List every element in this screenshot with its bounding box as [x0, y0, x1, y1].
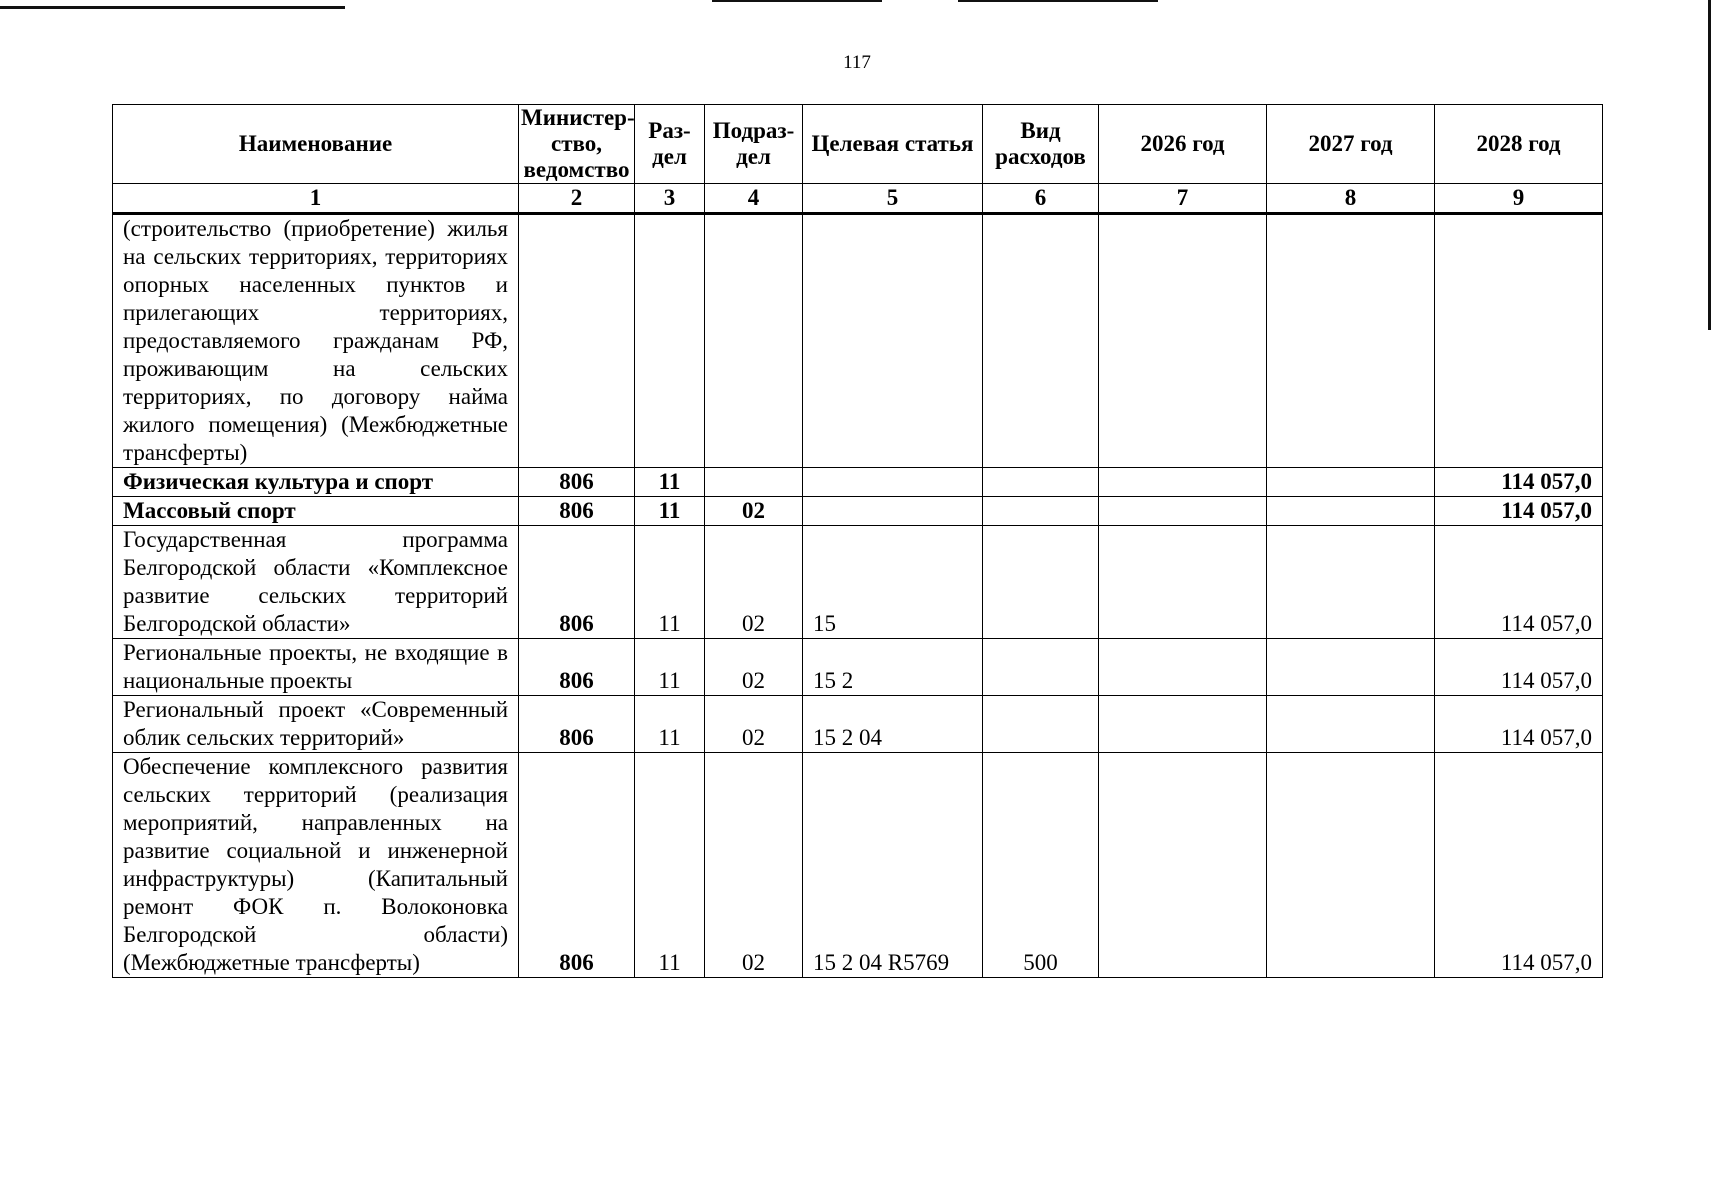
row-2027 — [1267, 214, 1435, 468]
scan-edge-line-mid — [712, 0, 882, 2]
column-number: 6 — [983, 184, 1099, 214]
row-subsection: 02 — [705, 753, 803, 978]
row-target — [803, 214, 983, 468]
column-number: 3 — [635, 184, 705, 214]
header-target: Целевая статья — [803, 105, 983, 184]
row-2027 — [1267, 696, 1435, 753]
row-section: 11 — [635, 526, 705, 639]
budget-table — [112, 104, 1603, 978]
table-row — [113, 468, 1603, 497]
scan-edge-line-right — [958, 0, 1158, 2]
row-subsection: 02 — [705, 526, 803, 639]
row-2028 — [1435, 214, 1603, 468]
row-expense-type — [983, 497, 1099, 526]
row-expense-type — [983, 214, 1099, 468]
row-expense-type — [983, 526, 1099, 639]
row-2026 — [1099, 497, 1267, 526]
row-name: Физическая культура и спорт — [113, 468, 519, 497]
row-section: 11 — [635, 497, 705, 526]
header-ministry: Министер-ство, ведомство — [519, 105, 635, 184]
row-target: 15 — [803, 526, 983, 639]
row-2028: 114 057,0 — [1435, 468, 1603, 497]
row-name: Массовый спорт — [113, 497, 519, 526]
row-ministry: 806 — [519, 497, 635, 526]
column-number: 5 — [803, 184, 983, 214]
row-expense-type: 500 — [983, 753, 1099, 978]
page-number: 117 — [843, 52, 871, 73]
column-number: 8 — [1267, 184, 1435, 214]
row-2027 — [1267, 639, 1435, 696]
row-ministry: 806 — [519, 696, 635, 753]
table-row — [113, 526, 1603, 639]
scan-edge-line-side — [1708, 0, 1711, 330]
row-ministry — [519, 214, 635, 468]
row-2026 — [1099, 468, 1267, 497]
row-section: 11 — [635, 696, 705, 753]
row-subsection: 02 — [705, 497, 803, 526]
row-name: Государственная программа Белгородской области «Комплексное развитие сельских территорий Белгородской области» — [113, 526, 519, 639]
row-subsection — [705, 468, 803, 497]
row-2027 — [1267, 497, 1435, 526]
row-2026 — [1099, 214, 1267, 468]
header-2026: 2026 год — [1099, 105, 1267, 184]
row-expense-type — [983, 468, 1099, 497]
row-2027 — [1267, 468, 1435, 497]
row-ministry: 806 — [519, 639, 635, 696]
row-target: 15 2 — [803, 639, 983, 696]
row-subsection: 02 — [705, 639, 803, 696]
column-number: 4 — [705, 184, 803, 214]
row-2028: 114 057,0 — [1435, 497, 1603, 526]
row-2028: 114 057,0 — [1435, 753, 1603, 978]
column-number: 7 — [1099, 184, 1267, 214]
row-ministry: 806 — [519, 468, 635, 497]
row-2026 — [1099, 639, 1267, 696]
header-expense-type: Вид расходов — [983, 105, 1099, 184]
row-name: (строительство (приобретение) жилья на сельских территориях, территориях опорных населенных пунктов и прилегающих территориях, предоставляемого гражданам РФ, проживающим на сельских территориях, по договору найма жилого помещения) (Межбюджетные трансферты) — [113, 214, 519, 468]
header-section: Раз-дел — [635, 105, 705, 184]
header-row — [113, 105, 1603, 184]
row-subsection — [705, 214, 803, 468]
header-2028: 2028 год — [1435, 105, 1603, 184]
table-row — [113, 497, 1603, 526]
column-number-row — [113, 184, 1603, 214]
row-section: 11 — [635, 468, 705, 497]
header-2027: 2027 год — [1267, 105, 1435, 184]
row-name: Обеспечение комплексного развития сельских территорий (реализация мероприятий, направленных на развитие социальной и инженерной инфраструктуры) (Капитальный ремонт ФОК п. Волоконовка Белгородской области) (Межбюджетные трансферты) — [113, 753, 519, 978]
table-row — [113, 753, 1603, 978]
column-number: 9 — [1435, 184, 1603, 214]
row-target — [803, 468, 983, 497]
row-subsection: 02 — [705, 696, 803, 753]
header-subsection: Подраз-дел — [705, 105, 803, 184]
row-2028: 114 057,0 — [1435, 696, 1603, 753]
row-section — [635, 214, 705, 468]
header-name: Наименование — [113, 105, 519, 184]
row-2026 — [1099, 753, 1267, 978]
row-2028: 114 057,0 — [1435, 639, 1603, 696]
row-ministry: 806 — [519, 526, 635, 639]
column-number: 2 — [519, 184, 635, 214]
row-name: Региональный проект «Современный облик сельских территорий» — [113, 696, 519, 753]
row-2027 — [1267, 526, 1435, 639]
scan-edge-line-left — [0, 6, 345, 9]
row-2028: 114 057,0 — [1435, 526, 1603, 639]
row-2026 — [1099, 526, 1267, 639]
table-row — [113, 214, 1603, 468]
row-target: 15 2 04 R5769 — [803, 753, 983, 978]
row-section: 11 — [635, 639, 705, 696]
table-row — [113, 639, 1603, 696]
row-name: Региональные проекты, не входящие в национальные проекты — [113, 639, 519, 696]
column-number: 1 — [113, 184, 519, 214]
row-section: 11 — [635, 753, 705, 978]
row-2027 — [1267, 753, 1435, 978]
row-expense-type — [983, 639, 1099, 696]
row-ministry: 806 — [519, 753, 635, 978]
row-expense-type — [983, 696, 1099, 753]
table-row — [113, 696, 1603, 753]
row-target — [803, 497, 983, 526]
row-target: 15 2 04 — [803, 696, 983, 753]
row-2026 — [1099, 696, 1267, 753]
